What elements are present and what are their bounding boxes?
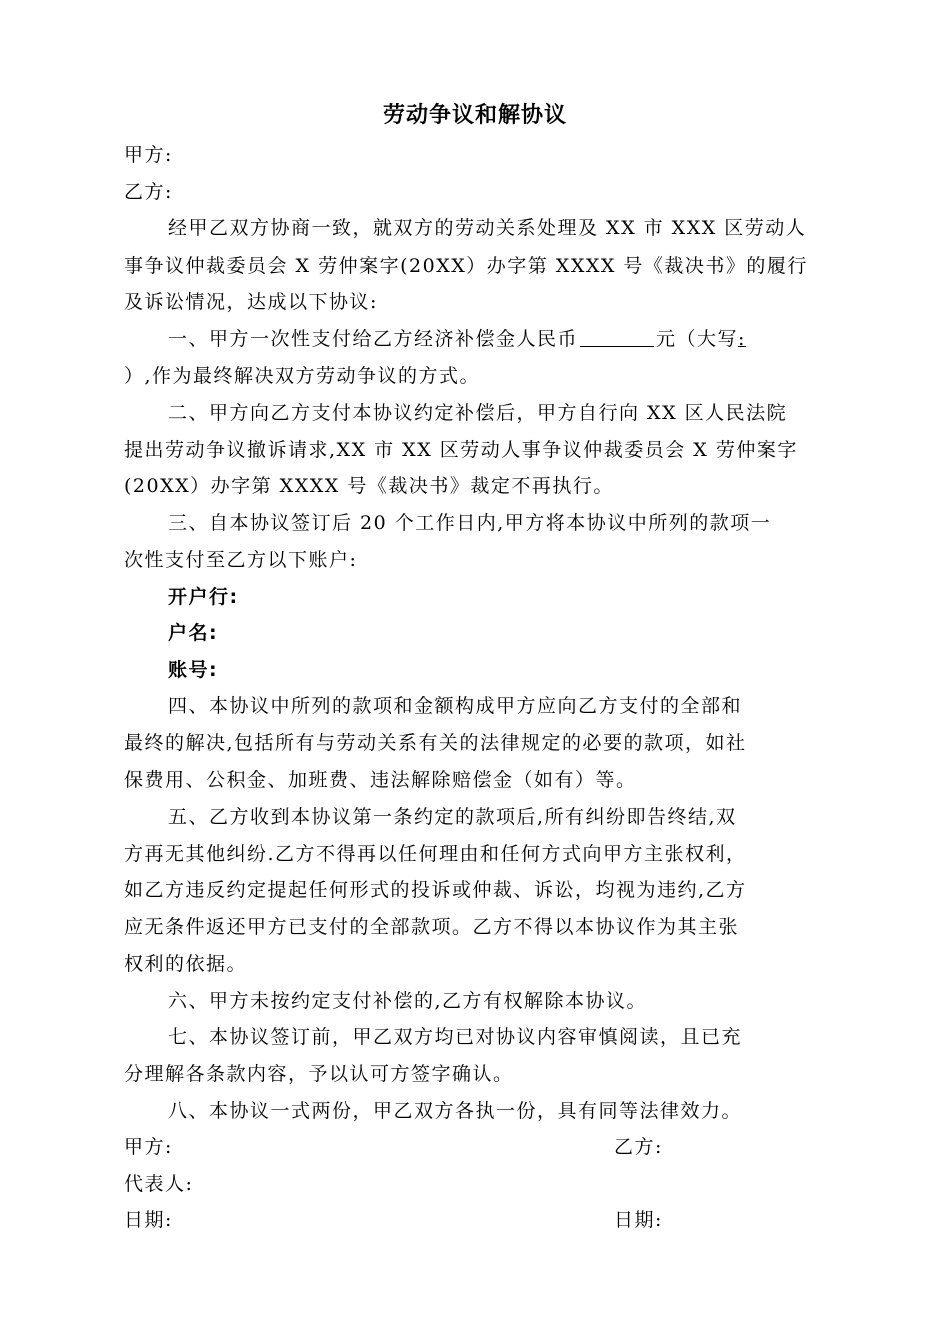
clause-7-line-1: 七、本协议签订前，甲乙双方均已对协议内容审慎阅读，且已充 [168,1026,743,1048]
party-a-label: 甲方: [124,144,173,166]
clause-3-line-1: 三、自本协议签订后 20 个工作日内,甲方将本协议中所列的款项一 [168,512,772,534]
signature-date-b: 日期: [614,1209,663,1231]
party-b-label: 乙方: [124,181,173,203]
signature-representative: 代表人: [124,1173,194,1195]
clause-5-line-3: 如乙方违反约定提起任何形式的投诉或仲裁、诉讼，均视为违约,乙方 [124,879,747,901]
signature-party-a: 甲方: [124,1136,173,1158]
clause-5-line-5: 权利的依据。 [124,953,248,975]
clause-1-text-b: 元（大写 [656,328,739,350]
clause-2-line-1: 二、甲方向乙方支付本协议约定补偿后，甲方自行向 XX 区人民法院 [168,402,788,424]
clause-4-line-1: 四、本协议中所列的款项和金额构成甲方应向乙方支付的全部和 [168,695,743,717]
account-bank-label: 开户行: [168,586,239,608]
clause-2-line-2: 提出劳动争议撤诉请求,XX 市 XX 区劳动人事争议仲裁委员会 X 劳仲案字 [124,439,798,461]
clause-1-text-a: 一、甲方一次性支付给乙方经济补偿金人民币 [168,328,579,350]
clause-4-line-2: 最终的解决,包括所有与劳动关系有关的法律规定的必要的款项，如社 [124,732,747,754]
signature-party-b: 乙方: [614,1136,663,1158]
clause-7-line-2: 分理解各条款内容，予以认可方签字确认。 [124,1063,514,1085]
account-name-label: 户名: [168,622,219,644]
clause-4-line-3: 保费用、公积金、加班费、违法解除赔偿金（如有）等。 [124,769,637,791]
clause-3-line-2: 次性支付至乙方以下账户: [124,549,358,571]
document-title: 劳动争议和解协议 [382,103,567,128]
clause-6: 六、甲方未按约定支付补偿的,乙方有权解除本协议。 [168,990,648,1012]
clause-8: 八、本协议一式两份，甲乙双方各执一份，具有同等法律效力。 [168,1100,743,1122]
account-number-label: 账号: [168,659,219,681]
clause-5-line-1: 五、乙方收到本协议第一条约定的款项后,所有纠纷即告终结,双 [168,806,737,828]
intro-line-2: 事争议仲裁委员会 X 劳仲案字(20XX）办字第 XXXX 号《裁决书》的履行 [124,255,808,277]
signature-date-a: 日期: [124,1209,173,1231]
clause-2-line-3: (20XX）办字第 XXXX 号《裁决书》裁定不再执行。 [124,475,614,497]
amount-blank [580,328,654,347]
clause-1-line-2: ）,作为最终解决双方劳动争议的方式。 [124,365,481,387]
intro-line-3: 及诉讼情况，达成以下协议: [124,291,378,313]
clause-1-line-1 [168,327,746,351]
intro-line-1: 经甲乙双方协商一致，就双方的劳动关系处理及 XX 市 XXX 区劳动人 [168,217,807,239]
clause-5-line-2: 方再无其他纠纷.乙方不得再以任何理由和任何方式向甲方主张权利， [124,843,747,865]
clause-5-line-4: 应无条件返还甲方已支付的全部款项。乙方不得以本协议作为其主张 [124,916,740,938]
clause-1-underlined-colon: : [738,328,746,350]
